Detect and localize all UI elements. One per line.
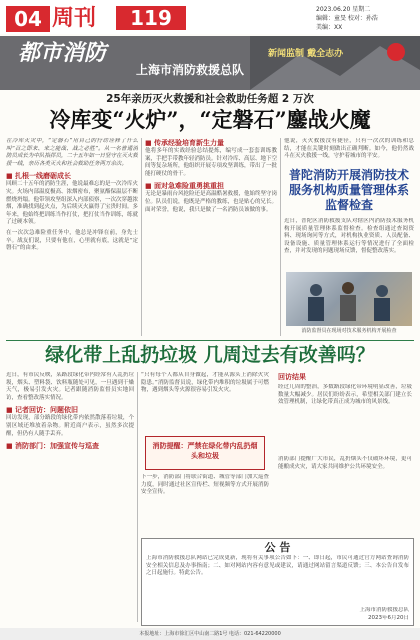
notice-box [141, 538, 414, 626]
notice-date: 2023年6月20日 [368, 614, 409, 621]
mid-para-1: 他将多年的实战经验总结提炼，编写成一套套训练教案，手把手带教年轻消防员。针对冷库、高层、地下空间等复杂场所，他组织开展专项攻坚训练，带出了一批能打硬仗的骨干。 [145, 148, 277, 177]
reminder-text: 消防提醒：严禁在绿化带内乱扔烟头和垃圾 [152, 442, 258, 460]
right-article-continuation: 他说，灭火救援没有捷径，只有一次次的训练和总结，才能在关键时刻做出正确判断。如今，他仍然战斗在灭火救援一线，守护着城市的平安。 [284, 138, 414, 160]
photo-caption: 消防监督员在现场对技术服务机构开展检查 [301, 328, 397, 334]
bottom-mid-para-2: 下一步，消防部门将联合街道、城管等部门加大巡查力度，同时通过社区宣传栏、短视频等方式开展消防安全宣传。 [141, 474, 269, 496]
left-subhead: ■ 扎根一线磨砺成长 [6, 172, 72, 181]
bottom-left-subhead-1: ■ 记者回访：问题依旧 [6, 406, 79, 415]
left-article [6, 138, 138, 338]
bottom-headline: 绿化带上乱扔垃圾 几周过去有改善吗？ [45, 344, 375, 366]
bottom-left-para-2: 回访发现，部分路段的绿化带内依然散落着垃圾，个别区域还堆放着杂物。附近商户表示，虽然多次提醒，但仍有人随手丢弃。 [6, 415, 134, 437]
lead-title: 25年亲历灭火救援和社会救助任务超 2 万次 [106, 93, 314, 105]
right-headline: 普陀消防开展消防技术服务机构质量管理体系监督检查 [288, 168, 409, 212]
notice-title: 公 告 [264, 541, 291, 554]
banner-subtitle: 上海市消防救援总队 [136, 63, 245, 77]
bottom-left-article [6, 372, 134, 624]
bottom-right-tag: 回访结果 [278, 373, 306, 381]
issue-date: 2023.06.20 星期二 [316, 6, 371, 13]
mid-subhead-1: ■ 传承经验培育新生力量 [145, 139, 225, 147]
bottom-mid-para-1: “只有每个人都从自身做起，才能从源头上消除火灾隐患。”消防监督员说，绿化带内堆积的垃圾属于可燃物，遇到烟头等火源很容易引发火灾。 [141, 372, 269, 394]
bottom-left-para-1: 近日，有市民反映，某路段绿化带内经常有人乱扔垃圾，烟头、塑料袋、饮料瓶随处可见，一旦遇到干燥天气，极易引发火灾。记者跟随消防监督员实地回访，查看整改落实情况。 [6, 372, 134, 401]
inspection-photo [286, 272, 412, 326]
brand-badge: 119 [116, 6, 186, 30]
section-name: 周刊 [52, 6, 97, 31]
footer-text: 本报地址：上海市徐汇区中山南二路1号 电话：021-64220000 [139, 631, 281, 637]
column-divider [141, 138, 142, 336]
notice-signoff: 上海市消防救援总队 [359, 607, 409, 613]
mid-subhead-2: ■ 面对急难险重勇挑重担 [145, 182, 225, 191]
bottom-right-para-1: 经过几周的整治，多数路段绿化带环境明显改善，垃圾数量大幅减少。居民们纷纷表示，希望相关部门建立长效管理机制，让绿化带真正成为城市的风景线。 [278, 384, 412, 406]
column-divider [280, 138, 281, 336]
middle-article [145, 138, 277, 338]
photo-people-icon [286, 272, 412, 326]
footer-bar [0, 628, 420, 640]
section-divider [6, 340, 414, 341]
column-divider [137, 372, 138, 622]
reminder-box [145, 436, 265, 470]
right-article-body: 近日，普陀区消防救援支队对辖区内消防技术服务机构开展质量管理体系监督检查。检查组通过查阅资料、现场询问等方式，对机构执业资质、人员配备、设备设施、质量管理体系运行等情况进行了全面检查，并对发现的问题现场反馈，督促整改落实。 [284, 218, 414, 255]
left-para-2: 在一次次急难险重任务中，他总是冲锋在前，身先士卒。战友们说，只要有他在，心里就有底，这就是“定磐石”的由来。 [6, 229, 138, 252]
bottom-right-para-2: 消防部门提醒广大市民，乱扔烟头不仅破坏环境，更可能酿成火灾，请大家共同维护公共环境安全。 [278, 456, 412, 470]
editor-credit: 编辑：童旻 校对：孙浩 [316, 15, 378, 22]
left-intro: 在冷库火灾中，“定磐石”用自己的行动诠释了什么叫“召之即来、来之能战、战之必胜”。从一名普通消防员成长为中队指挥员，二十五年如一日坚守在灭火救援一线，亲历各类灭火和社会救助任务两万余次。 [6, 138, 138, 167]
designer-credit: 美编：XX [316, 24, 343, 31]
emblem-icon [387, 43, 405, 61]
bottom-left-subhead-2: ■ 消防部门：加强宣传与巡查 [6, 442, 100, 451]
left-para-1: 回顾二十五年的消防生涯，他说最难忘的是一次冷库火灾。火场内部温度极高、浓烟密布，聚氨酯保温层不断燃烧坍塌。他带领攻坚组深入内部侦察，一次次穿越浓烟，准确找到起火点，为后续灭火赢得了宝贵时间。多年来，他始终把训练当作打仗，把打仗当作训练，练就了过硬本领。 [6, 181, 138, 226]
main-headline: 冷库变“火炉”，“定磐石”鏖战火魔 [49, 107, 371, 132]
page-number: 04 [6, 6, 50, 32]
banner-title: 都市消防 [18, 41, 107, 66]
notice-body: 上海市消防救援总队网站已完成更新，现将有关事项公告如下：一、即日起，市民可通过官方网站查询消防安全相关信息及办事指南；二、如对网站内容有意见或建议，请通过网站留言渠道反馈；三、本公告自发布之日起施行。特此公告。 [146, 555, 409, 577]
mid-para-2: 无论是暴雨台风抢险还是高温酷暑救援，他始终坚守岗位。队员们说，他既是严格的教练，也是贴心的兄长。面对荣誉，他说，我只是做了一名消防员该做的事。 [145, 191, 277, 213]
banner-slogan: 新闻监制 戴全志办 [268, 49, 344, 59]
